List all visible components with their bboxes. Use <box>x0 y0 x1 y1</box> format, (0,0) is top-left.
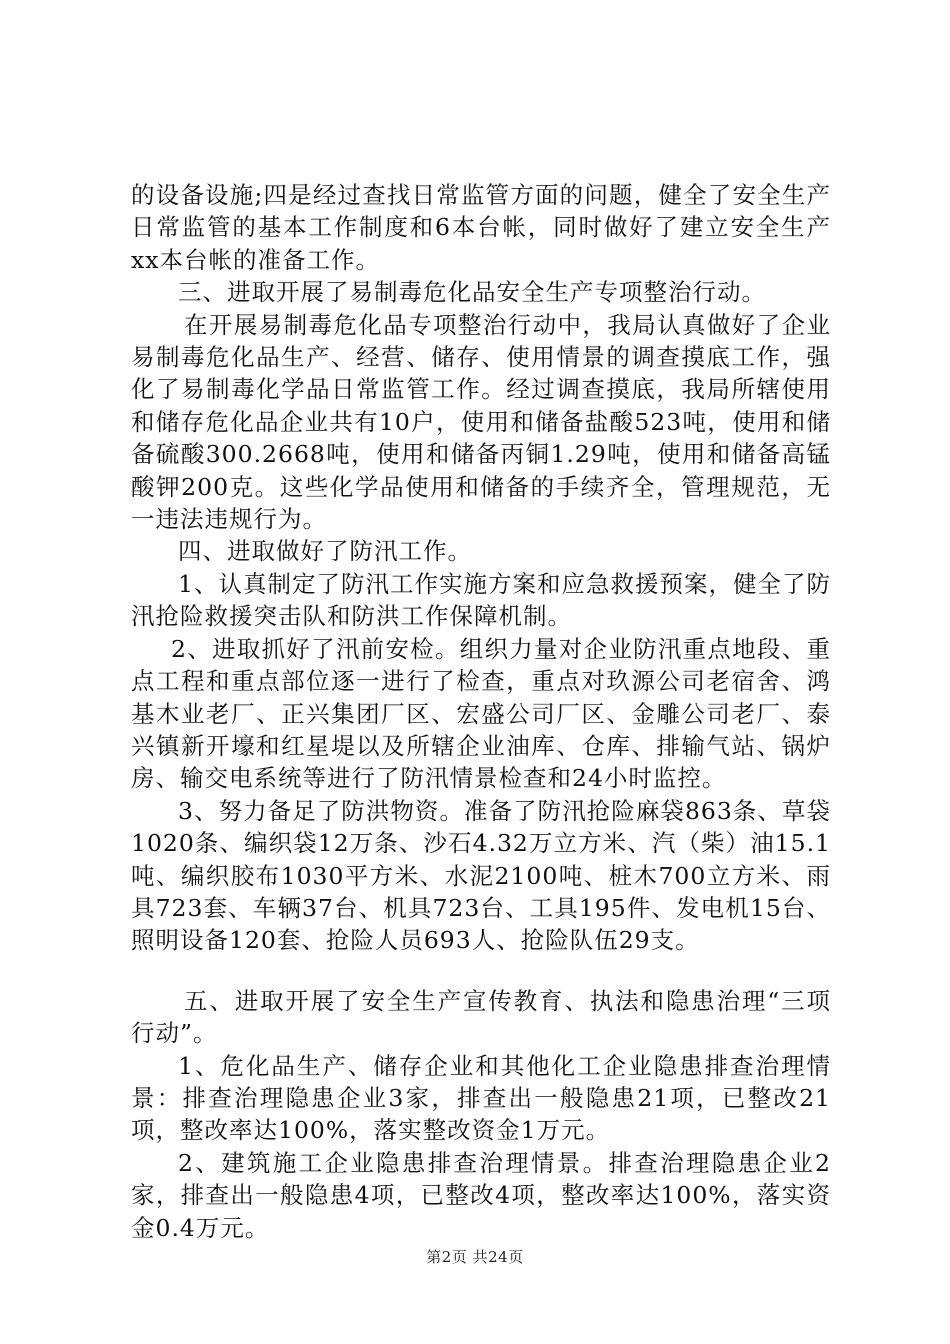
document-body <box>131 179 831 1244</box>
paragraph-gap <box>131 957 831 985</box>
paragraph-construction-hazards: 2、建筑施工企业隐患排查治理情景。排查治理隐患企业2家，排查出一般隐患4项，已整改4项，整改率达100%，落实资金0.4万元。 <box>131 1148 831 1242</box>
section-heading-3: 三、进取开展了易制毒危化品安全生产专项整治行动。 <box>178 278 766 307</box>
paragraph-flood-plan: 1、认真制定了防汛工作实施方案和应急救援预案，健全了防汛抢险救援突击队和防洪工作保障机制。 <box>131 569 831 631</box>
paragraph-chemical-hazards: 1、危化品生产、储存企业和其他化工企业隐患排查治理情景：排查治理隐患企业3家，排查出一般隐患21项，已整改21项，整改率达100%，落实整改资金1万元。 <box>131 1051 831 1145</box>
page-number-footer: 第2页 共24页 <box>426 1248 524 1266</box>
paragraph-hazardous-chemicals: 在开展易制毒危化品专项整治行动中，我局认真做好了企业易制毒危化品生产、经营、储存、使用情景的调查摸底工作，强化了易制毒化学品日常监管工作。经过调查摸底，我局所辖使用和储存危化品企业共有10户，使用和储备盐酸523吨，使用和储备硫酸300.2668吨，使用和储备丙铜1.29吨，使用和储备高锰酸钾200克。这些化学品使用和储备的手续齐全，管理规范，无一违法违规行为。 <box>131 310 831 534</box>
paragraph-flood-inspection: 2、进取抓好了汛前安检。组织力量对企业防汛重点地段、重点工程和重点部位逐一进行了检查，重点对玖源公司老宿舍、鸿基木业老厂、正兴集团厂区、宏盛公司厂区、金雕公司老厂、泰兴镇新开壕和红星堤以及所辖企业油库、仓库、排输气站、锅炉房、输交电系统等进行了防汛情景检查和24小时监控。 <box>131 634 831 793</box>
section-heading-4: 四、进取做好了防汛工作。 <box>178 537 472 566</box>
section-heading-5: 五、进取开展了安全生产宣传教育、执法和隐患治理“三项行动”。 <box>131 986 831 1048</box>
paragraph-equipment-facilities: 的设备设施;四是经过查找日常监管方面的问题，健全了安全生产日常监管的基本工作制度和6本台帐，同时做好了建立安全生产xx本台帐的准备工作。 <box>131 181 831 274</box>
paragraph-flood-supplies: 3、努力备足了防洪物资。准备了防汛抢险麻袋863条、草袋1020条、编织袋12万条、沙石4.32万立方米、汽（柴）油15.1吨、编织胶布1030平方米、水泥2100吨、桩木700立方米、雨具723套、车辆37台、机具723台、工具195件、发电机15台、照明设备120套、抢险人员693人、抢险队伍29支。 <box>131 796 831 955</box>
